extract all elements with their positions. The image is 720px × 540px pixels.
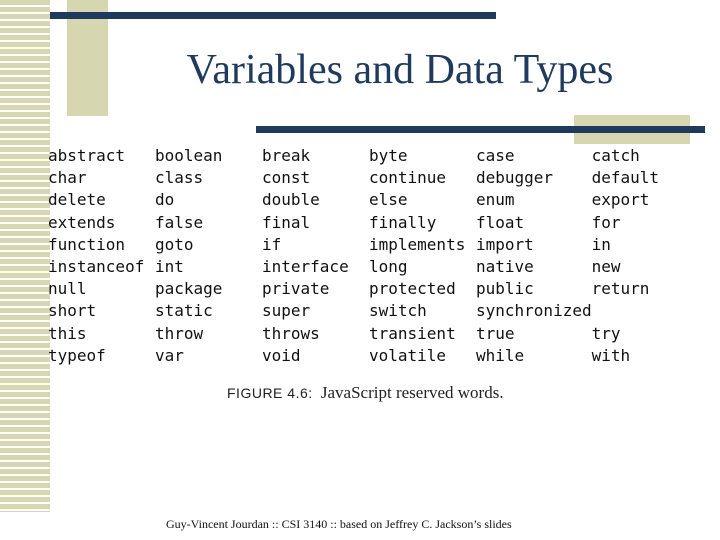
reserved-word-cell: do [155,190,175,210]
reserved-word-cell: this [48,323,87,343]
reserved-word-cell: byte [369,146,408,165]
reserved-word-cell: import [476,234,534,254]
reserved-word-cell: package [155,279,223,299]
reserved-word-cell: char [48,168,87,188]
top-title-rule [50,12,496,19]
reserved-word-cell: new [591,257,621,277]
reserved-word-cell: enum [476,190,515,210]
reserved-word-cell: function [48,234,126,254]
reserved-word-cell: abstract [48,146,126,165]
reserved-words-body [48,145,699,367]
reserved-word-cell: in [591,234,611,254]
reserved-word-cell: with [591,345,631,365]
reserved-word-cell: delete [48,190,106,210]
reserved-word-cell: super [262,301,311,321]
slide-footer: Guy-Vincent Jourdan :: CSI 3140 :: based on Jeffrey C. Jackson’s slides [166,517,512,531]
reserved-word-cell: continue [369,168,447,188]
reserved-word-cell: export [591,190,650,210]
reserved-word-cell: const [262,168,311,188]
reserved-word-cell: int [155,257,184,277]
reserved-word-cell: default [591,168,660,188]
reserved-word-cell: return [591,279,650,299]
reserved-word-cell: while [476,345,525,365]
slide-title: Variables and Data Types [186,47,614,93]
reserved-word-cell: try [591,323,621,343]
reserved-word-cell: synchronized [476,301,592,321]
reserved-word-cell: long [369,257,408,277]
reserved-word-cell: catch [591,146,640,165]
reserved-word-cell: boolean [155,146,223,165]
table-row [48,256,699,278]
reserved-word-cell: debugger [476,168,554,188]
reserved-word-cell: transient [369,323,456,343]
reserved-word-cell: finally [369,212,437,232]
figure-caption [227,383,504,403]
figure-caption-text: JavaScript reserved words. [320,383,504,402]
reserved-word-cell: switch [369,301,427,321]
reserved-word-cell: native [476,257,534,277]
table-row [48,212,699,234]
reserved-word-cell: for [591,212,621,232]
reserved-word-cell: if [262,234,282,254]
table-row [48,345,699,367]
reserved-word-cell: void [262,345,301,365]
reserved-word-cell: true [476,323,515,343]
reserved-word-cell: else [369,190,408,210]
reserved-word-cell: null [48,279,87,299]
reserved-word-cell: static [155,301,213,321]
reserved-word-cell: protected [369,279,456,299]
reserved-word-cell: private [262,279,330,299]
table-row [48,323,699,345]
reserved-word-cell: case [476,146,515,165]
reserved-word-cell: final [262,212,311,232]
reserved-word-cell: double [262,190,320,210]
table-row [48,300,699,322]
reserved-word-cell: public [476,279,534,299]
table-row [48,234,699,256]
reserved-word-cell: class [155,168,204,188]
reserved-word-cell: var [155,345,184,365]
figure-label: FIGURE 4.6: [227,385,313,401]
reserved-word-cell: instanceof [48,257,145,277]
reserved-word-cell: goto [155,234,194,254]
reserved-word-cell: volatile [369,345,447,365]
reserved-word-cell: throw [155,323,204,343]
reserved-word-cell: implements [369,234,466,254]
reserved-word-cell: interface [262,257,349,277]
table-row [48,145,699,167]
reserved-word-cell: extends [48,212,116,232]
table-row [48,167,699,189]
reserved-word-cell: throws [262,323,320,343]
reserved-word-cell: typeof [48,345,106,365]
reserved-word-cell: short [48,301,97,321]
reserved-word-cell: false [155,212,204,232]
reserved-words-table [48,145,699,367]
reserved-word-cell: float [476,212,525,232]
reserved-word-cell [592,300,699,322]
table-row [48,278,699,300]
mid-rule [256,126,705,133]
reserved-word-cell: break [262,146,311,165]
table-row [48,189,699,211]
